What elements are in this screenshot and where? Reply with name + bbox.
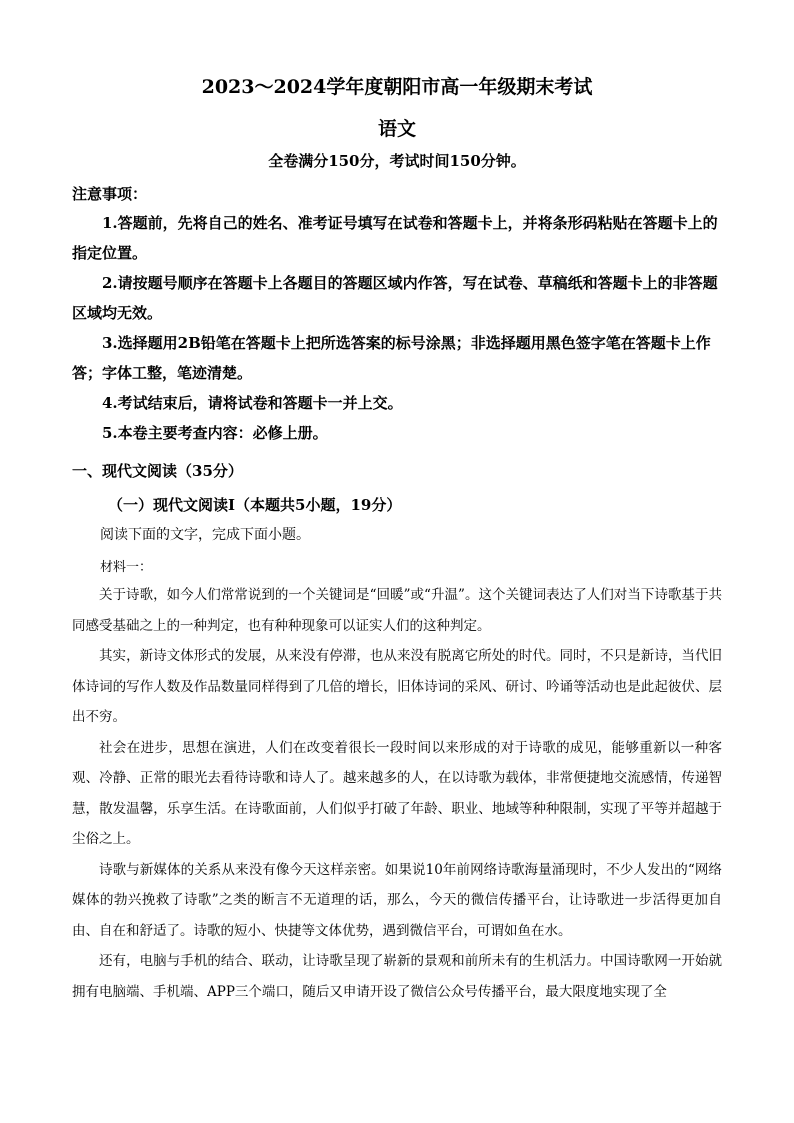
notes-item: 4.考试结束后，请将试卷和答题卡一并上交。 (102, 394, 403, 412)
exam-meta: 全卷满分150分，考试时间150分钟。 (268, 152, 526, 170)
body-paragraph: 社会在进步，思想在演进，人们在改变着很长一段时间以来形成的对于诗歌的成见，能够重新以一种客观、冷静、正常的眼光去看待诗歌和诗人了。越来越多的人，在以诗歌为载体，非常便捷地交流感情，传递智慧，散发温馨，乐享生活。在诗歌面前，人们似乎打破了年龄、职业、地域等种种限制，实现了平等并超越于尘俗之上。 (72, 739, 722, 847)
notes-item: 1.答题前，先将自己的姓名、准考证号填写在试卷和答题卡上，并将条形码粘贴在答题卡上的指定位置。 (72, 214, 718, 262)
body-paragraph: 还有，电脑与手机的结合、联动，让诗歌呈现了崭新的景观和前所未有的生机活力。中国诗歌网一开始就拥有电脑端、手机端、APP三个端口，随后又申请开设了微信公众号传播平台，最大限度地实现了全 (72, 953, 722, 1000)
notes-item: 2.请按题号顺序在答题卡上各题目的答题区域内作答，写在试卷、草稿纸和答题卡上的非答题区域均无效。 (72, 274, 718, 322)
body-paragraph: 其实，新诗文体形式的发展，从来没有停滞，也从来没有脱离它所处的时代。同时，不只是新诗，当代旧体诗词的写作人数及作品数量同样得到了几倍的增长，旧体诗词的采风、研讨、吟诵等活动也是此起彼伏、层出不穷。 (72, 648, 722, 725)
material-body (72, 580, 722, 1007)
reading-instruction: 阅读下面的文字，完成下面小题。 (100, 527, 310, 543)
subsection-title: （一）现代文阅读Ⅰ（本题共5小题，19分） (108, 496, 402, 514)
body-paragraph: 关于诗歌，如今人们常常说到的一个关键词是“回暖”或“升温”。这个关键词表达了人们对当下诗歌基于共同感受基础之上的一种判定，也有种种现象可以证实人们的这种判定。 (72, 587, 722, 634)
section-title: 一、现代文阅读（35分） (72, 462, 243, 480)
exam-subject: 语文 (377, 118, 416, 140)
material-label: 材料一： (100, 560, 153, 575)
notes-item: 5.本卷主要考查内容：必修上册。 (102, 424, 328, 442)
notes-heading: 注意事项： (72, 185, 148, 203)
notes-list (72, 208, 722, 448)
notes-item: 3.选择题用2B铅笔在答题卡上把所选答案的标号涂黑；非选择题用黑色签字笔在答题卡上作答；字体工整，笔迹清楚。 (72, 334, 711, 382)
exam-title: 2023～2024学年度朝阳市高一年级期末考试 (201, 76, 593, 98)
body-paragraph: 诗歌与新媒体的关系从来没有像今天这样亲密。如果说10年前网络诗歌海量涌现时，不少人发出的“网络媒体的勃兴挽救了诗歌”之类的断言不无道理的话，那么，今天的微信传播平台，让诗歌进一步活得更加自由、自在和舒适了。诗歌的短小、快捷等文体优势，遇到微信平台，可谓如鱼在水。 (72, 861, 722, 939)
